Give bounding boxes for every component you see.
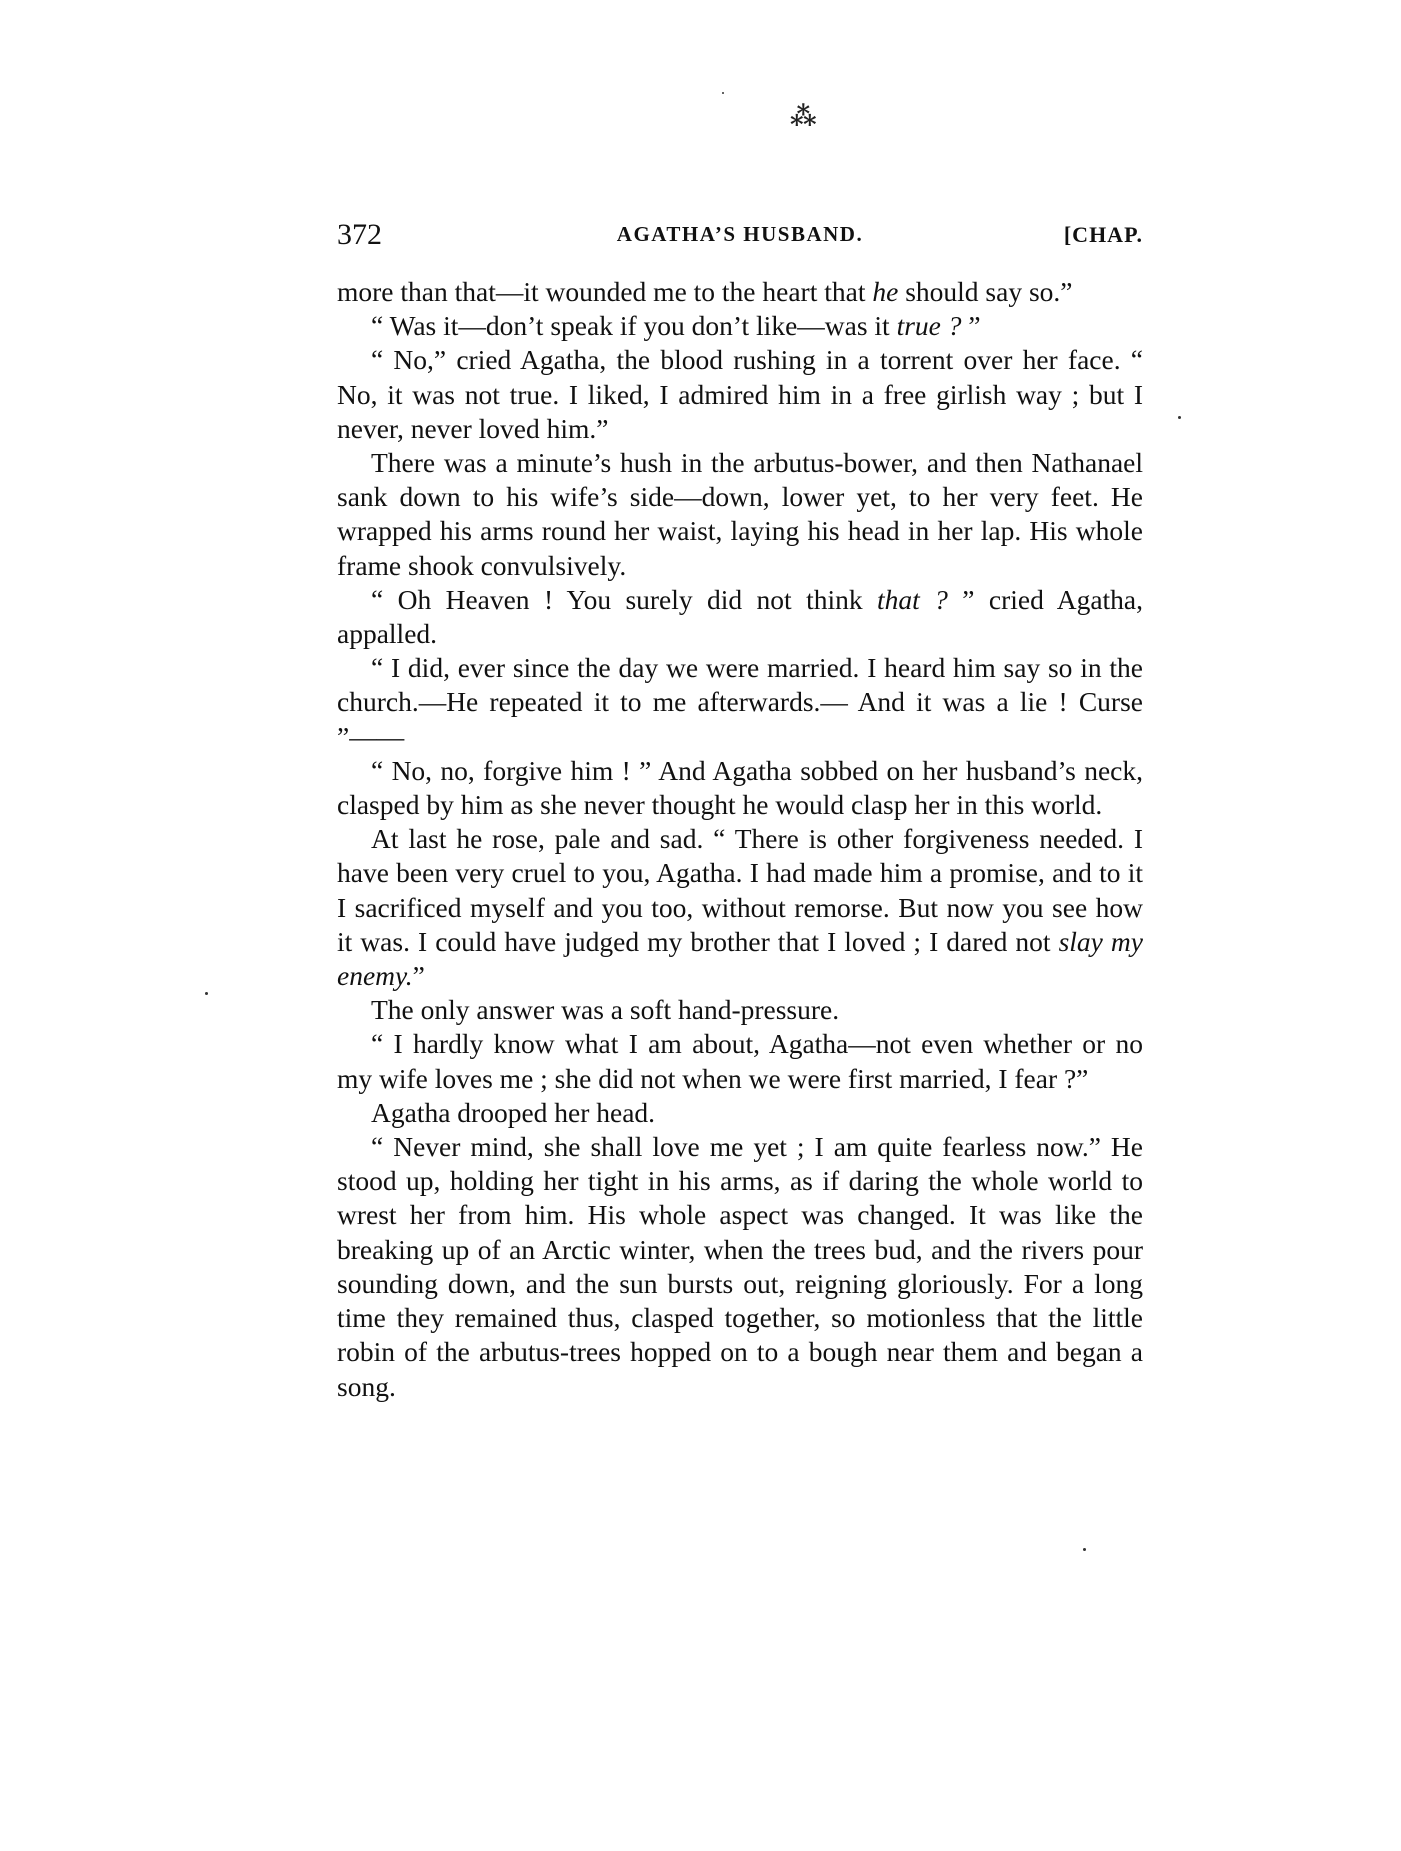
- paragraph: There was a minute’s hush in the arbutus-bower, and then Nathanael sank down to his wife’s side—down, lower yet, to her very feet. He wrapped his arms round her waist, laying his head in her lap. His whole frame shook convulsively.: [337, 447, 1143, 581]
- print-speck: [1083, 1548, 1086, 1551]
- chapter-mark: [CHAP.: [1063, 222, 1143, 247]
- page-header: [337, 218, 1143, 258]
- paragraph: “ No,” cried Agatha, the blood rushing in a torrent over her face. “ No, it was not true. I liked, I admired him in a free girlish way ; but I never, never loved him.”: [337, 344, 1143, 444]
- page-number: 372: [337, 218, 382, 251]
- print-speck: [205, 992, 208, 995]
- printer-ornament: ⁂: [790, 102, 817, 132]
- paragraph: “ Oh Heaven ! You surely did not think that ? ” cried Agatha, appalled.: [337, 583, 1144, 650]
- running-title: AGATHA’S HUSBAND.: [616, 222, 864, 246]
- paragraph: “ No, no, forgive him ! ” And Agatha sobbed on her husband’s neck, clasped by him as she never thought he would clasp her in this world.: [337, 754, 1143, 821]
- paragraph: more than that—it wounded me to the heart that he should say so.”: [337, 276, 1073, 307]
- paragraph: “ Was it—don’t speak if you don’t like—was it true ? ”: [371, 310, 981, 342]
- paragraph: At last he rose, pale and sad. “ There is other forgiveness needed. I have been very cruel to you, Agatha. I had made him a promise, and to it I sacrificed myself and you too, without remorse. But now you see how it was. I could have judged my brother that I loved ; I dared not slay my enemy.”: [337, 823, 1143, 992]
- paragraph: The only answer was a soft hand-pressure.: [371, 994, 840, 1026]
- print-speck: [1178, 416, 1181, 419]
- paragraph: “ Never mind, she shall love me yet ; I am quite fearless now.” He stood up, holding her tight in his arms, as if daring the whole world to wrest her from him. His whole aspect was changed. It was like the breaking up of an Arctic winter, when the trees bud, and the rivers pour sounding down, and the sun bursts out, reigning gloriously. For a long time they remained thus, clasped together, so motionless that the little robin of the arbutus-trees hopped on to a bough near them and began a song.: [337, 1131, 1143, 1402]
- body-text: [337, 275, 1143, 1404]
- print-speck: [722, 92, 724, 94]
- paragraph: Agatha drooped her head.: [371, 1096, 656, 1128]
- paragraph: “ I hardly know what I am about, Agatha—not even whether or no my wife loves me ; she did not when we were first married, I fear ?”: [337, 1028, 1143, 1094]
- paragraph: “ I did, ever since the day we were married. I heard him say so in the church.—He repeated it to me afterwards.— And it was a lie ! Curse ”——: [337, 652, 1143, 752]
